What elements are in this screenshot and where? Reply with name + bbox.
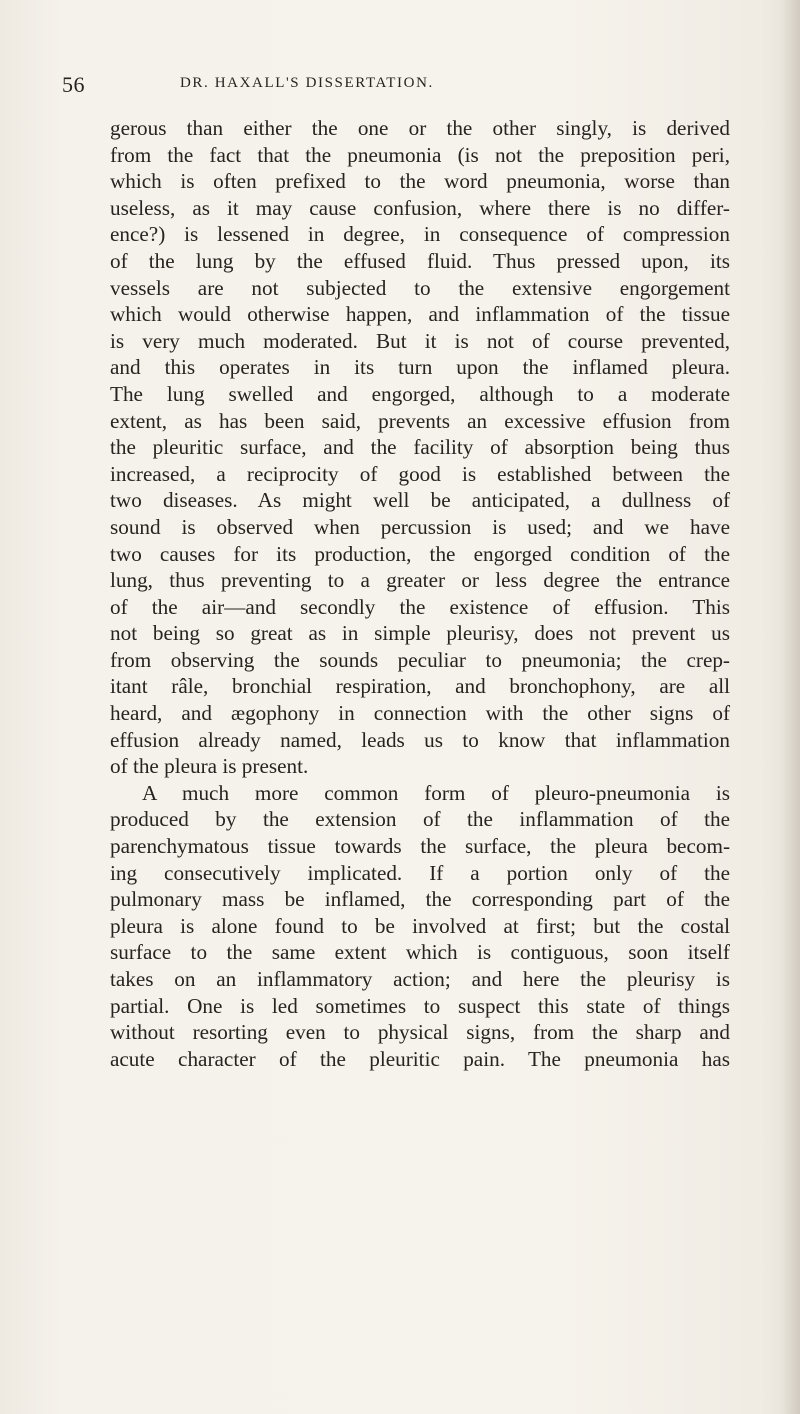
text-line: parenchymatous tissue towards the surface, the pleura becom- — [110, 834, 730, 859]
text-line: without resorting even to physical signs, from the sharp and — [110, 1020, 730, 1045]
text-line: ing consecutively implicated. If a portion only of the — [110, 860, 730, 885]
text-line: is very much moderated. But it is not of course prevented, — [110, 328, 730, 353]
text-line: not being so great as in simple pleurisy, does not prevent us — [110, 621, 730, 646]
text-line: from the fact that the pneumonia (is not the preposition peri, — [110, 142, 730, 167]
text-line: which is often prefixed to the word pneumonia, worse than — [110, 169, 730, 194]
running-head: DR. HAXALL'S DISSERTATION. — [180, 75, 434, 91]
text-line: ence?) is lessened in degree, in consequence of compression — [110, 222, 730, 247]
text-line: partial. One is led sometimes to suspect this state of things — [110, 993, 730, 1018]
page-header — [62, 72, 742, 102]
text-line: pleura is alone found to be involved at first; but the costal — [110, 913, 730, 938]
body-text — [110, 115, 730, 1072]
text-line: itant râle, bronchial respiration, and bronchophony, are all — [110, 674, 730, 699]
text-line: vessels are not subjected to the extensive engorgement — [110, 275, 730, 300]
text-line: effusion already named, leads us to know that inflammation — [110, 727, 730, 752]
text-line: which would otherwise happen, and inflammation of the tissue — [110, 302, 730, 327]
text-line: heard, and ægophony in connection with the other signs of — [110, 701, 730, 726]
text-line: increased, a reciprocity of good is established between the — [110, 461, 730, 486]
text-line: pulmonary mass be inflamed, the corresponding part of the — [110, 887, 730, 912]
text-line: from observing the sounds peculiar to pneumonia; the crep- — [110, 647, 730, 672]
page-number: 56 — [62, 72, 85, 97]
text-line: two causes for its production, the engorged condition of the — [110, 541, 730, 566]
page-edge-shadow — [782, 0, 800, 1414]
text-line: sound is observed when percussion is used; and we have — [110, 514, 730, 539]
text-line: produced by the extension of the inflammation of the — [110, 807, 730, 832]
text-line: gerous than either the one or the other singly, is derived — [110, 116, 730, 140]
text-line: surface to the same extent which is contiguous, soon itself — [110, 940, 730, 965]
text-line: extent, as has been said, prevents an excessive effusion from — [110, 408, 730, 433]
text-line: lung, thus preventing to a greater or less degree the entrance — [110, 568, 730, 593]
text-line: the pleuritic surface, and the facility of absorption being thus — [110, 435, 730, 460]
text-line: A much more common form of pleuro-pneumonia is — [142, 780, 730, 805]
text-line: and this operates in its turn upon the inflamed pleura. — [110, 355, 730, 380]
text-line: of the lung by the effused fluid. Thus pressed upon, its — [110, 248, 730, 273]
text-line: takes on an inflammatory action; and here the pleurisy is — [110, 967, 730, 991]
text-line: two diseases. As might well be anticipated, a dullness of — [110, 488, 730, 513]
text-line: acute character of the pleuritic pain. The pneumonia has — [110, 1046, 730, 1071]
text-line: of the pleura is present. — [110, 754, 309, 779]
text-line: useless, as it may cause confusion, where there is no differ- — [110, 195, 730, 220]
text-line: The lung swelled and engorged, although to a moderate — [110, 381, 730, 406]
text-line: of the air—and secondly the existence of effusion. This — [110, 594, 730, 619]
